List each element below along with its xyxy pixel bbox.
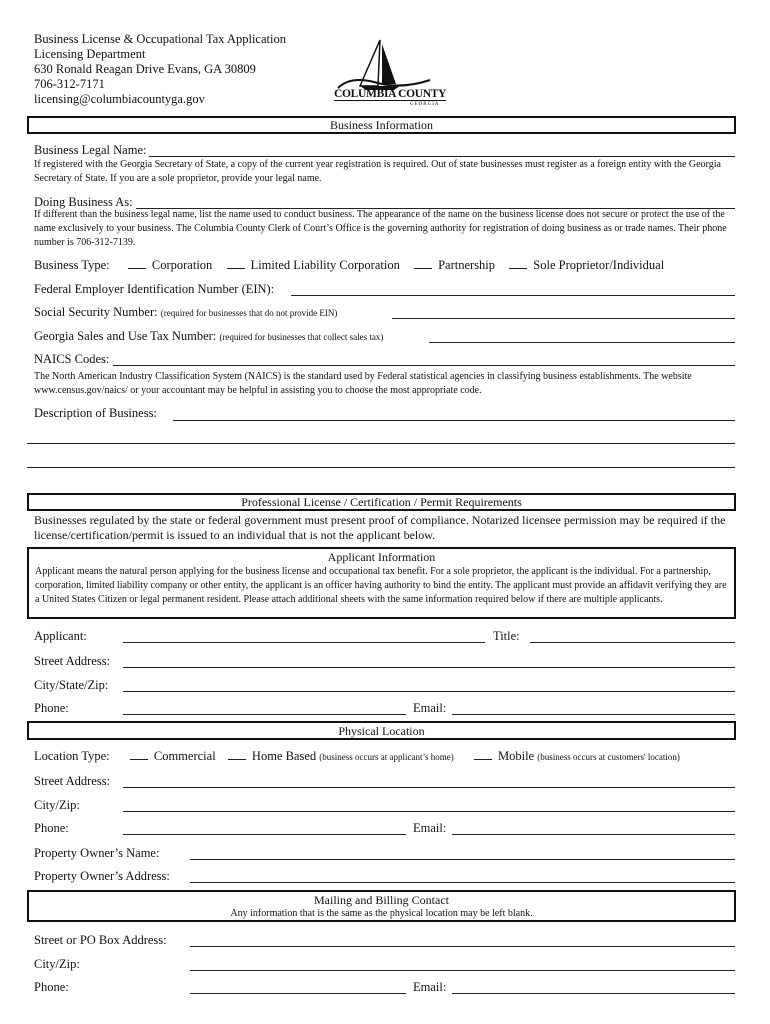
partnership-checkbox[interactable] [414, 258, 432, 269]
commercial-checkbox[interactable] [130, 749, 148, 760]
location-type-row [34, 749, 680, 765]
applicant-title-field[interactable] [530, 642, 735, 643]
description-field-1[interactable] [173, 420, 735, 421]
ein-field[interactable] [291, 295, 735, 296]
physical-city-label: City/Zip: [34, 798, 80, 812]
naics-field[interactable] [113, 365, 735, 366]
mailing-billing-header [27, 890, 736, 922]
corporation-option: Corporation [151, 258, 213, 272]
property-owner-name-label: Property Owner’s Name: [34, 846, 160, 860]
applicant-email-field[interactable] [452, 714, 735, 715]
legal-name-label: Business Legal Name: [34, 143, 147, 157]
partnership-option: Partnership [438, 258, 496, 272]
applicant-city-field[interactable] [123, 691, 735, 692]
naics-note: The North American Industry Classification System (NAICS) is the standard used by Federal statistical agencies in classifying business establishments. The website www.census.gov/naics/ or your accountant may be helpful in assisting you to choose the most appropriate code. [34, 371, 692, 396]
physical-location-header [27, 721, 736, 740]
section-title: Applicant Information [327, 550, 436, 564]
applicant-phone-label: Phone: [34, 701, 69, 715]
logo-subtext: GEORGIA [410, 102, 440, 107]
description-label: Description of Business: [34, 406, 157, 420]
description-field-3[interactable] [27, 467, 735, 468]
tax-number-label: Georgia Sales and Use Tax Number: [34, 329, 217, 343]
physical-phone-field[interactable] [123, 834, 406, 835]
physical-email-label: Email: [413, 821, 447, 835]
applicant-field[interactable] [123, 642, 485, 643]
logo-text: COLUMBIA COUNTY [334, 88, 447, 100]
mobile-checkbox[interactable] [474, 749, 492, 760]
header-address [34, 32, 286, 107]
llc-option: Limited Liability Corporation [250, 258, 400, 272]
home-based-option: Home Based [251, 749, 317, 763]
physical-street-field[interactable] [123, 787, 735, 788]
mailing-city-field[interactable] [190, 970, 735, 971]
header-phone: 706-312-7171 [34, 77, 105, 91]
mobile-note: (business occurs at customers' location) [537, 752, 680, 762]
sole-proprietor-option: Sole Proprietor/Individual [533, 258, 665, 272]
naics-label: NAICS Codes: [34, 352, 110, 366]
ssn-field[interactable] [392, 318, 735, 319]
physical-city-field[interactable] [123, 811, 735, 812]
mailing-subtitle: Any information that is the same as the physical location may be left blank. [230, 908, 533, 919]
applicant-email-label: Email: [413, 701, 447, 715]
professional-text: Businesses regulated by the state or federal government must present proof of compliance. Notarized licensee permission may be required if the license/certification/permit is issued to an individual that is not the applicant below. [34, 513, 726, 542]
home-based-note: (business occurs at applicant’s home) [319, 752, 454, 762]
mailing-street-field[interactable] [190, 946, 735, 947]
sole-proprietor-checkbox[interactable] [509, 258, 527, 269]
legal-name-field[interactable] [149, 156, 735, 157]
physical-phone-label: Phone: [34, 821, 69, 835]
applicant-street-field[interactable] [123, 667, 735, 668]
columbia-county-logo [330, 36, 450, 106]
mailing-street-label: Street or PO Box Address: [34, 933, 167, 947]
header-department: Licensing Department [34, 47, 146, 61]
section-title: Physical Location [338, 724, 425, 738]
legal-name-note: If registered with the Georgia Secretary of State, a copy of the current year registration is required. Out of state businesses must register as a foreign entity with the Georgia Secretary of State. If you are a sole proprietor, provide your legal name. [34, 159, 721, 184]
dba-note: If different than the business legal name, list the name used to conduct business. The appearance of the name on the business license does not secure or protect the use of the name exclusively to your business. The Columbia County Clerk of Court’s Office is the governing authority for registration of doing business as or trade names. Their phone number is 706-312-7139. [34, 209, 727, 248]
header-email: licensing@columbiacountyga.gov [34, 92, 205, 106]
business-information-header [27, 116, 736, 134]
commercial-option: Commercial [153, 749, 216, 763]
applicant-label: Applicant: [34, 629, 87, 643]
llc-checkbox[interactable] [227, 258, 245, 269]
professional-license-header [27, 493, 736, 511]
mailing-email-field[interactable] [452, 993, 735, 994]
dba-label: Doing Business As: [34, 195, 133, 209]
sailboat-icon [330, 36, 450, 92]
property-owner-name-field[interactable] [190, 859, 735, 860]
mailing-email-label: Email: [413, 980, 447, 994]
ssn-note: (required for businesses that do not provide EIN) [160, 308, 338, 318]
applicant-phone-field[interactable] [123, 714, 406, 715]
home-based-checkbox[interactable] [228, 749, 246, 760]
tax-row [34, 329, 383, 345]
tax-number-note: (required for businesses that collect sales tax) [219, 332, 384, 342]
property-owner-address-label: Property Owner’s Address: [34, 869, 170, 883]
section-title: Mailing and Billing Contact [314, 893, 449, 907]
applicant-info-text: Applicant means the natural person applying for the business license and occupational tax benefit. For a sole proprietor, the applicant is the individual. For a partnership, corporation, limited liability company or other entity, the applicant is an officer having authority to bind the entity. The applicant must provide an affidavit verifying they are a United States Citizen or legal permanent resident. Please attach additional sheets with the same information required below if there are multiple applicants. [35, 566, 727, 605]
tax-number-field[interactable] [429, 342, 735, 343]
description-field-2[interactable] [27, 443, 735, 444]
location-type-label: Location Type: [34, 749, 110, 763]
property-owner-address-field[interactable] [190, 882, 735, 883]
section-title: Business Information [330, 118, 433, 132]
applicant-information-box [27, 547, 736, 619]
mailing-phone-field[interactable] [190, 993, 406, 994]
corporation-checkbox[interactable] [128, 258, 146, 269]
header-street: 630 Ronald Reagan Drive Evans, GA 30809 [34, 62, 256, 76]
ssn-row [34, 305, 337, 321]
business-type-row [34, 258, 664, 273]
section-title: Professional License / Certification / Permit Requirements [241, 495, 522, 509]
mailing-phone-label: Phone: [34, 980, 69, 994]
business-type-label: Business Type: [34, 258, 110, 272]
header-title: Business License & Occupational Tax Application [34, 32, 286, 46]
ein-label: Federal Employer Identification Number (EIN): [34, 282, 275, 296]
physical-street-label: Street Address: [34, 774, 111, 788]
mobile-option: Mobile [498, 749, 535, 763]
applicant-city-label: City/State/Zip: [34, 678, 109, 692]
applicant-street-label: Street Address: [34, 654, 111, 668]
mailing-city-label: City/Zip: [34, 957, 80, 971]
applicant-title-label: Title: [493, 629, 520, 643]
ssn-label: Social Security Number: [34, 305, 158, 319]
physical-email-field[interactable] [452, 834, 735, 835]
